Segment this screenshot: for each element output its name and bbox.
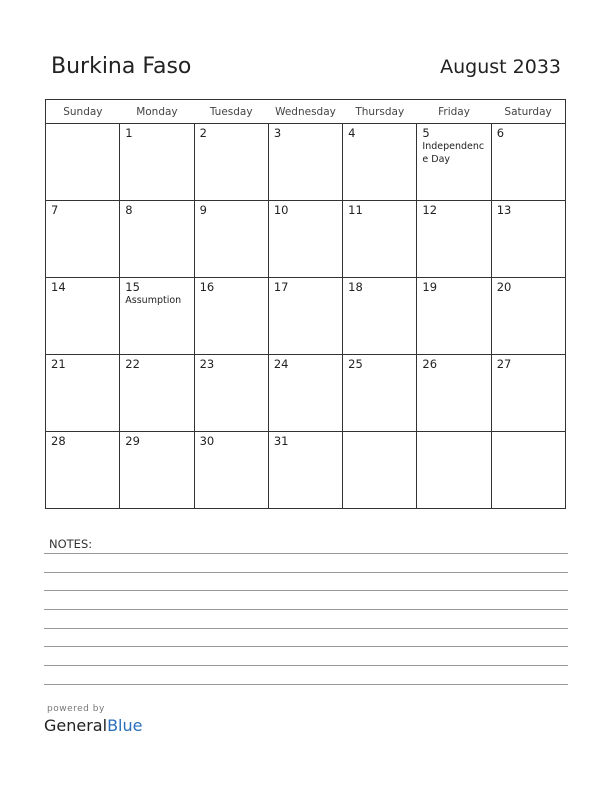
day-number: 14	[51, 280, 66, 294]
day-cell	[491, 432, 565, 509]
day-cell	[46, 278, 120, 355]
logo-general: General	[44, 716, 108, 735]
day-cell	[194, 278, 268, 355]
day-cell	[417, 201, 491, 278]
day-number: 2	[199, 126, 207, 140]
day-cell	[46, 124, 120, 201]
day-cell	[268, 278, 342, 355]
day-number: 7	[51, 203, 59, 217]
day-cell	[343, 124, 417, 201]
day-cell	[268, 201, 342, 278]
day-cell	[417, 432, 491, 509]
notes-line	[44, 684, 568, 685]
day-cell	[120, 432, 194, 509]
day-number: 12	[422, 203, 438, 217]
day-cell	[491, 355, 565, 432]
day-number: 19	[422, 280, 438, 294]
day-number: 6	[496, 126, 505, 140]
notes-line	[44, 553, 568, 554]
day-number: 13	[496, 203, 512, 217]
notes-label: NOTES:	[49, 537, 93, 551]
country-title: Burkina Faso	[51, 54, 192, 79]
holiday-label: Assumption	[125, 295, 182, 306]
weekday-sunday: Sunday	[46, 100, 120, 124]
day-number: 27	[496, 357, 512, 371]
day-number: 25	[348, 357, 363, 371]
weekday-wednesday: Wednesday	[268, 100, 342, 124]
day-cell	[268, 124, 342, 201]
day-number: 26	[422, 357, 438, 371]
powered-by-text: powered by	[47, 704, 105, 714]
notes-line	[44, 646, 568, 647]
generalblue-logo	[44, 716, 142, 735]
day-cell	[46, 432, 120, 509]
week-row	[46, 432, 566, 509]
day-cell	[268, 355, 342, 432]
day-number: 29	[125, 434, 140, 448]
day-cell	[194, 201, 268, 278]
day-number: 20	[496, 280, 512, 294]
day-cell	[417, 355, 491, 432]
day-number: 23	[199, 357, 215, 371]
day-number: 8	[125, 203, 133, 217]
day-cell	[491, 278, 565, 355]
day-cell	[417, 278, 491, 355]
day-cell	[491, 201, 565, 278]
day-number: 22	[125, 357, 140, 371]
day-cell	[343, 201, 417, 278]
day-number: 17	[273, 280, 289, 294]
day-cell	[491, 124, 565, 201]
day-number: 11	[348, 203, 363, 217]
day-cell	[194, 432, 268, 509]
weekday-saturday: Saturday	[491, 100, 565, 124]
day-number: 3	[273, 126, 282, 140]
notes-line	[44, 665, 568, 666]
day-number: 31	[273, 434, 289, 448]
day-number: 28	[51, 434, 66, 448]
notes-line	[44, 609, 568, 610]
holiday-label: Independence Day	[422, 141, 485, 165]
day-cell	[46, 201, 120, 278]
day-number: 10	[273, 203, 289, 217]
notes-line	[44, 628, 568, 629]
day-cell	[194, 124, 268, 201]
week-row	[46, 201, 566, 278]
day-cell	[343, 432, 417, 509]
day-cell	[120, 355, 194, 432]
weekday-thursday: Thursday	[343, 100, 417, 124]
calendar-grid	[45, 99, 566, 509]
day-cell	[343, 355, 417, 432]
weekday-tuesday: Tuesday	[194, 100, 268, 124]
day-number: 16	[199, 280, 215, 294]
day-cell	[343, 278, 417, 355]
day-cell	[194, 355, 268, 432]
month-year-title: August 2033	[440, 56, 561, 78]
day-cell	[120, 278, 194, 355]
day-number: 30	[199, 434, 215, 448]
day-number: 9	[199, 203, 207, 217]
day-number: 21	[51, 357, 66, 371]
notes-line	[44, 572, 568, 573]
day-cell	[268, 432, 342, 509]
weekday-header-row	[46, 100, 566, 124]
notes-line	[44, 590, 568, 591]
week-row	[46, 355, 566, 432]
day-number: 15	[125, 280, 140, 294]
day-cell	[120, 124, 194, 201]
weekday-monday: Monday	[120, 100, 194, 124]
day-number: 24	[273, 357, 289, 371]
day-number: 18	[348, 280, 363, 294]
day-cell	[417, 124, 491, 201]
day-number: 5	[422, 126, 430, 140]
day-cell	[46, 355, 120, 432]
week-row	[46, 124, 566, 201]
logo-blue: Blue	[107, 716, 143, 735]
day-cell	[120, 201, 194, 278]
week-row	[46, 278, 566, 355]
weekday-friday: Friday	[417, 100, 491, 124]
day-number: 1	[125, 126, 133, 140]
day-number: 4	[348, 126, 356, 140]
